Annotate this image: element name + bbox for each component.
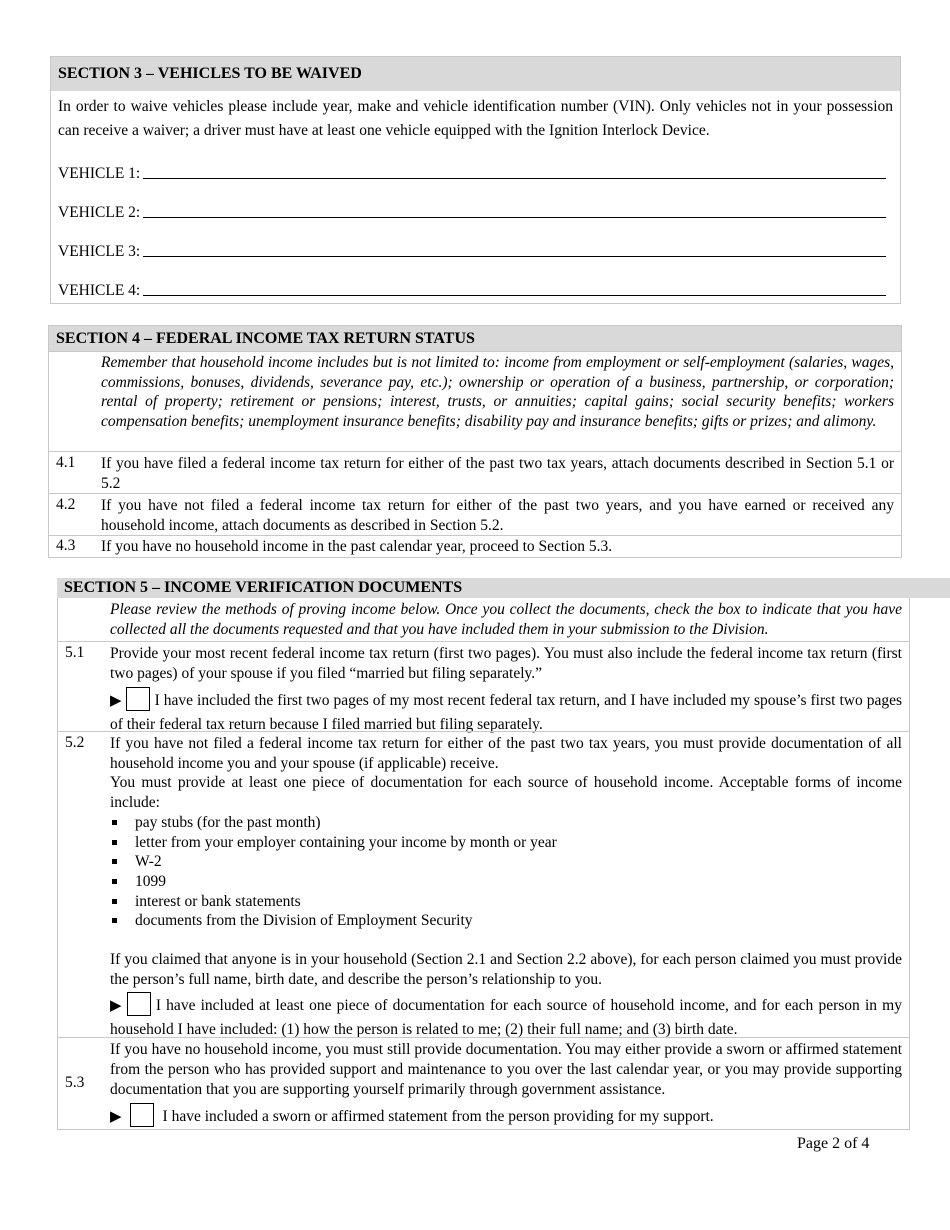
row-5-2-check-text: I have included at least one piece of documentation for each source of household income, and for each person in my household I have included: (1) how the person is related to me; (2) their full name; and (3) birth date. (110, 997, 902, 1039)
row-5-1-body (110, 644, 902, 736)
list-item: letter from your employer containing your income by month or year (110, 833, 902, 853)
arrow-icon: ▶ (110, 998, 123, 1015)
vehicle-2-field[interactable] (58, 204, 886, 222)
row-4-1-num: 4.1 (56, 454, 76, 471)
row-5-2-num: 5.2 (65, 734, 85, 751)
row-4-2-text: If you have not filed a federal income tax return for either of the past two years, and you have earned or received any household income, attach documents as described in Section 5.2. (101, 497, 894, 534)
row-5-1-check-line (110, 687, 902, 736)
row-5-1 (58, 641, 909, 731)
arrow-icon: ▶ (110, 693, 122, 709)
row-4-3 (49, 535, 901, 557)
section-3-title: SECTION 3 – VEHICLES TO BE WAIVED (51, 57, 900, 91)
row-5-2-body (110, 734, 902, 1041)
row-5-3-text: If you have no household income, you must still provide documentation. You may either provide a sworn or affirmed statement from the person who has provided support and maintenance to you over the last calendar year, or you may provide supporting documentation that you are supporting yourself primarily through government assistance. (110, 1041, 902, 1098)
row-5-3-num: 5.3 (65, 1074, 85, 1091)
row-5-3-check-text: I have included a sworn or affirmed statement from the person providing for my support. (162, 1108, 714, 1125)
section-4 (48, 325, 902, 558)
row-5-2-checkbox[interactable] (127, 992, 151, 1016)
row-4-1 (49, 451, 901, 493)
row-4-3-text: If you have no household income in the past calendar year, proceed to Section 5.3. (101, 538, 613, 555)
row-4-2-num: 4.2 (56, 496, 76, 513)
row-5-2-text-3: If you claimed that anyone is in your household (Section 2.1 and Section 2.2 above), for each person claimed you must provide the person’s full name, birth date, and describe the person’s relationship to you. (110, 951, 902, 988)
list-item: W-2 (110, 852, 902, 872)
vehicle-1-label: VEHICLE 1: (58, 165, 141, 182)
list-item: pay stubs (for the past month) (110, 813, 902, 833)
list-item: interest or bank statements (110, 892, 902, 912)
vehicle-1-field[interactable] (58, 165, 886, 183)
row-5-3 (58, 1037, 909, 1129)
section-5 (57, 598, 910, 1130)
vehicle-3-field[interactable] (58, 243, 886, 261)
vehicle-3-label: VEHICLE 3: (58, 243, 141, 260)
vehicle-4-field[interactable] (58, 282, 886, 300)
row-5-3-body (110, 1040, 902, 1129)
section-3-intro: In order to waive vehicles please include year, make and vehicle identification number (VIN). Only vehicles not in your possession can receive a waiver; a driver must have at least one vehicle equipped with the Ignition Interlock Device. (58, 98, 893, 139)
row-4-1-text: If you have filed a federal income tax return for either of the past two tax years, attach documents described in Section 5.1 or 5.2 (101, 455, 894, 492)
row-5-3-checkbox[interactable] (130, 1103, 154, 1127)
vehicle-4-label: VEHICLE 4: (58, 282, 141, 299)
row-5-2-text-2: You must provide at least one piece of documentation for each source of household income. Acceptable forms of income include: (110, 774, 902, 812)
row-4-2 (49, 493, 901, 535)
row-5-2-text-1: If you have not filed a federal income tax return for either of the past two tax years, you must provide documentation of all household income you and your spouse (if applicable) receive. (110, 735, 902, 772)
section-4-title: SECTION 4 – FEDERAL INCOME TAX RETURN STATUS (49, 326, 901, 351)
row-5-1-num: 5.1 (65, 644, 85, 661)
row-5-1-check-text: I have included the first two pages of my most recent federal tax return, and I have included my spouse’s first two pages of their federal tax return because I filed married but filing separately. (110, 692, 902, 733)
section-4-note-row (49, 351, 901, 451)
row-5-2 (58, 731, 909, 1037)
vehicle-2-label: VEHICLE 2: (58, 204, 141, 221)
section-3 (50, 56, 901, 304)
section-4-note: Remember that household income includes but is not limited to: income from employment or self-employment (salaries, wages, commissions, bonuses, dividends, severance pay, etc.); ownership or operation of a business, partnership, or corporation; rental of property; retirement or pensions; interest, trusts, or annuities; capital gains; social security benefits; workers compensation benefits; unemployment insurance benefits; disability pay and insurance benefits; gifts or prizes; and alimony. (101, 354, 894, 430)
arrow-icon: ▶ (110, 1109, 122, 1125)
row-5-1-text: Provide your most recent federal income tax return (first two pages). You must also include the federal income tax return (first two pages) of your spouse if you filed “married but filing separately.” (110, 645, 902, 682)
row-5-3-check-line (110, 1103, 902, 1129)
page-number: Page 2 of 4 (797, 1135, 870, 1152)
list-item: 1099 (110, 872, 902, 892)
section-5-note-row (58, 598, 909, 641)
row-4-3-num: 4.3 (56, 537, 76, 554)
row-5-2-check-line (110, 992, 902, 1041)
section-5-title: SECTION 5 – INCOME VERIFICATION DOCUMENTS (57, 578, 950, 598)
row-5-1-checkbox[interactable] (126, 687, 150, 711)
section-5-note: Please review the methods of proving income below. Once you collect the documents, check the box to indicate that you have collected all the documents requested and that you have included them in your submission to the Division. (110, 601, 902, 638)
list-item: documents from the Division of Employment Security (110, 911, 902, 931)
